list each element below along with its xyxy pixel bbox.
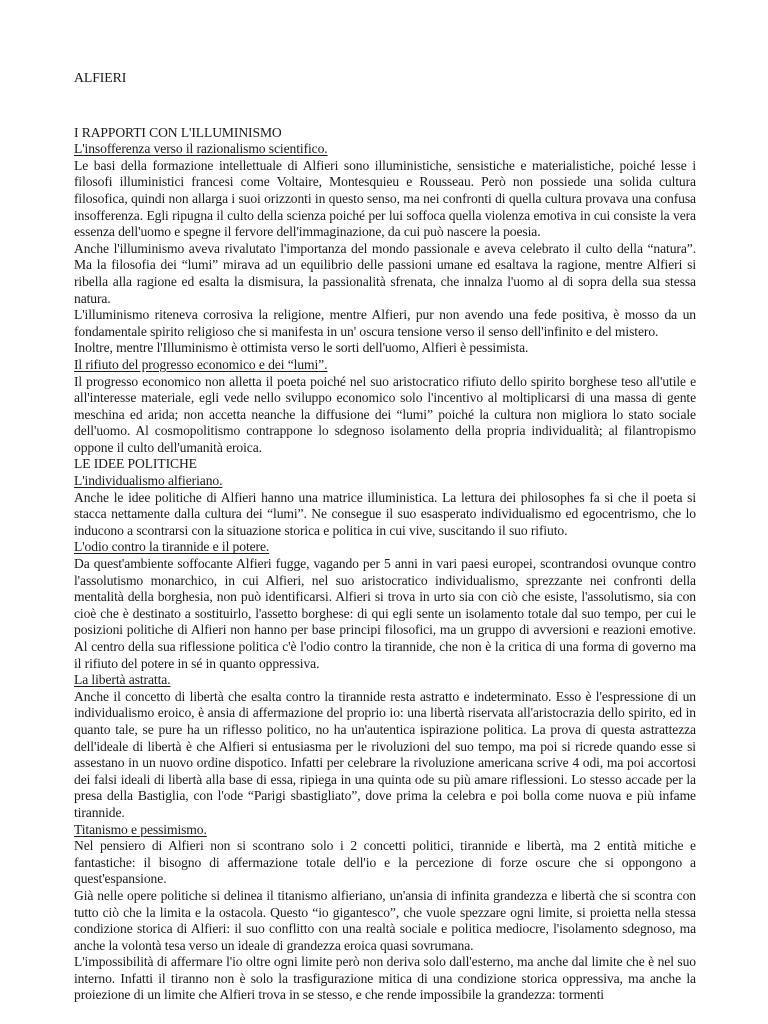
paragraph: Nel pensiero di Alfieri non si scontrano solo i 2 concetti politici, tirannide e libertà, ma 2 entità mitiche e fantastiche: il bisogno di affermazione totale dell'io e la percezione di forze oscure che si oppongono a quest'espansione. [74,838,696,887]
paragraph: Anche le idee politiche di Alfieri hanno una matrice illuministica. La lettura dei philosophes fa si che il poeta si stacca nettamente dalla cultura dei “lumi”. Ne consegue il suo esasperato individualismo ed egocentrismo, che lo inducono a scontrarsi con la situazione storica e politica in cui vive, suscitando il suo rifiuto. [74,489,696,538]
document-title: ALFIERI [74,70,127,85]
paragraph: Inoltre, mentre l'Illuminismo è ottimista verso le sorti dell'uomo, Alfieri è pessimista. [74,340,529,356]
subsection-heading: L'odio contro la tirannide e il potere. [74,539,270,555]
paragraph: L'illuminismo riteneva corrosiva la religione, mentre Alfieri, pur non avendo una fede positiva, è mosso da un fondamentale spirito religioso che si manifesta in un' oscura tensione verso il senso dell'infinito e del mistero. [74,307,696,339]
subsection-heading: L'individualismo alfieriano. [74,473,223,489]
document-body [74,125,696,1004]
subsection-heading: Titanismo e pessimismo. [74,821,207,837]
paragraph: Il progresso economico non alletta il poeta poiché nel suo aristocratico rifiuto dello spirito borghese teso all'utile e all'interesse materiale, egli vede nello sviluppo economico solo l'incentivo al moltiplicarsi di una massa di gente meschina ed arida; non accetta neanche la diffusione dei “lumi” poiché la cultura non migliora lo stato sociale dell'uomo. Al cosmopolitismo contrappone lo sdegnoso isolamento della propria individualità; al filantropismo oppone il culto dell'umanità eroica. [74,373,696,455]
paragraph: Da quest'ambiente soffocante Alfieri fugge, vagando per 5 anni in vari paesi europei, scontrandosi ovunque contro l'assolutismo monarchico, in cui Alfieri, nel suo aristocratico individualismo, sprezzante nei confronti della mentalità della borghesia, non può identificarsi. Alfieri si trova in urto sia con ciò che esiste, l'assolutismo, sia con cioè che è destinato a sostituirlo, l'assetto borghese: di qui egli sente un isolamento totale dal suo tempo, per cui le posizioni politiche di Alfieri non hanno per base principi filosofici, ma un gruppo di avversioni e reazioni emotive. Al centro della sua riflessione politica c'è l'odio contro la tirannide, che non è la critica di una forma di governo ma il rifiuto del potere in sé in quanto oppressiva. [74,556,696,671]
subsection-heading: La libertà astratta. [74,672,171,688]
paragraph: Anche il concetto di libertà che esalta contro la tirannide resta astratto e indeterminato. Esso è l'espressione di un individualismo eroico, è ansia di affermazione del proprio io: una libertà riservata all'aristocrazia dello spirito, ed in quanto tale, se pure ha un riflesso politico, no ha un'autentica ispirazione politica. La prova di questa astrattezza dell'ideale di libertà è che Alfieri si entusiasma per le rivoluzioni del suo tempo, ma poi si ricrede quando esse si assestano in un nuovo ordine dispotico. Infatti per celebrare la rivoluzione americana scrive 4 odi, ma poi accortosi dei falsi ideali di libertà alla base di essa, ripiega in una quinta ode su più amare riflessioni. Lo stesso accade per la presa della Bastiglia, con l'ode “Parigi sbastigliato”, dove prima la celebra e poi bolla come nuova e più infame tirannide. [74,688,696,820]
subsection-heading: L'insofferenza verso il razionalismo scientifico. [74,141,328,157]
paragraph: L'impossibilità di affermare l'io oltre ogni limite però non deriva solo dall'esterno, ma anche dal limite che è nel suo interno. Infatti il tiranno non è solo la trasfigurazione mitica di una condizione storica oppressiva, ma anche la proiezione di un limite che Alfieri trova in se stesso, e che rende impossibile la grandezza: tormenti [74,954,696,1003]
section-heading: I RAPPORTI CON L'ILLUMINISMO [74,124,282,140]
document-page [74,70,696,1004]
subsection-heading: Il rifiuto del progresso economico e dei “lumi”. [74,356,328,372]
paragraph: Già nelle opere politiche si delinea il titanismo alfieriano, un'ansia di infinita grandezza e libertà che si scontra con tutto ciò che la limita e la ostacola. Questo “io gigantesco”, che vuole spezzare ogni limite, si proietta nella stessa condizione storica di Alfieri: il suo conflitto con una realtà sociale e politica mediocre, l'isolamento sdegnoso, ma anche la volontà tesa verso un ideale di grandezza eroica quasi sovrumana. [74,887,696,953]
paragraph: Le basi della formazione intellettuale di Alfieri sono illuministiche, sensistiche e materialistiche, poiché lesse i filosofi illuministici francesi come Voltaire, Montesquieu e Rousseau. Però non possiede una solida cultura filosofica, quindi non allarga i suoi orizzonti in questo senso, ma nei confronti di quella cultura provava una confusa insofferenza. Egli ripugna il culto della scienza poiché per lui soffoca quella violenza emotiva in cui consiste la vera essenza dell'uomo e spegne il fervore dell'immaginazione, da cui può nascere la poesia. [74,157,696,240]
section-heading: LE IDEE POLITICHE [74,456,197,472]
paragraph: Anche l'illuminismo aveva rivalutato l'importanza del mondo passionale e aveva celebrato il culto della “natura”. Ma la filosofia dei “lumi” mirava ad un equilibrio delle passioni umane ed esaltava la ragione, mentre Alfieri si ribella alla ragione ed esalta la dismisura, la passionalità sfrenata, che innalza l'uomo al di sopra della sua stessa natura. [74,240,696,306]
